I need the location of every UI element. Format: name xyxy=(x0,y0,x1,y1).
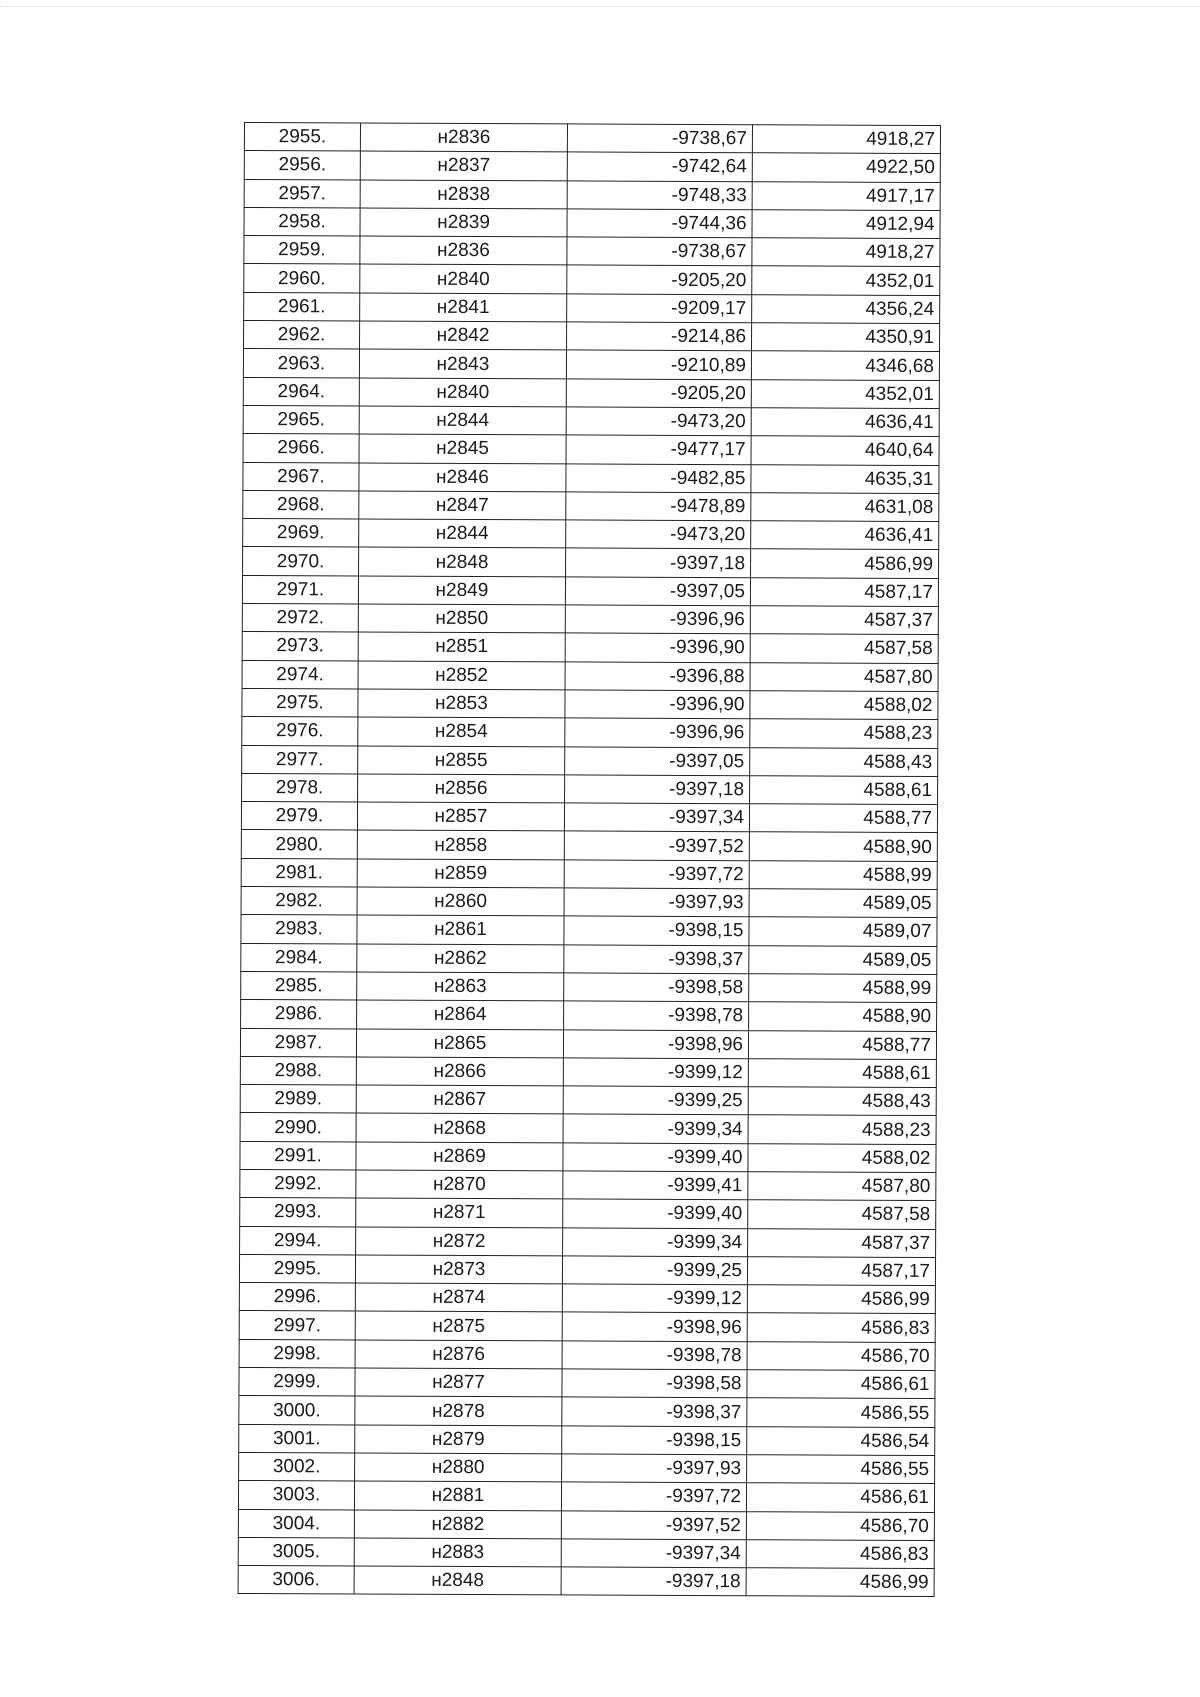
x-coordinate: -9473,20 xyxy=(566,520,751,549)
table-row xyxy=(238,1566,934,1597)
row-number: 2967. xyxy=(243,462,359,491)
table-row xyxy=(239,1254,935,1285)
table-row xyxy=(239,1311,935,1342)
point-id: н2867 xyxy=(356,1085,563,1114)
x-coordinate: -9399,25 xyxy=(562,1256,747,1285)
x-coordinate: -9397,18 xyxy=(565,775,750,804)
y-coordinate: 4588,02 xyxy=(748,1143,936,1172)
row-number: 2985. xyxy=(241,971,357,1000)
point-id: н2858 xyxy=(357,830,564,859)
x-coordinate: -9742,64 xyxy=(567,152,752,181)
y-coordinate: 4586,83 xyxy=(746,1540,934,1569)
row-number: 2955. xyxy=(244,123,360,152)
point-id: н2848 xyxy=(359,547,566,576)
point-id: н2847 xyxy=(359,491,566,520)
row-number: 2956. xyxy=(244,151,360,180)
y-coordinate: 4631,08 xyxy=(751,493,939,522)
point-id: н2856 xyxy=(358,774,565,803)
point-id: н2860 xyxy=(357,887,564,916)
point-id: н2849 xyxy=(358,576,565,605)
table-row xyxy=(240,1085,936,1116)
row-number: 2997. xyxy=(239,1311,355,1340)
y-coordinate: 4586,83 xyxy=(747,1313,935,1342)
table-row xyxy=(243,547,939,578)
x-coordinate: -9399,12 xyxy=(562,1284,747,1313)
x-coordinate: -9396,96 xyxy=(565,605,750,634)
x-coordinate: -9398,96 xyxy=(563,1029,748,1058)
table-row xyxy=(243,462,939,493)
row-number: 2957. xyxy=(244,179,360,208)
point-id: н2857 xyxy=(357,802,564,831)
y-coordinate: 4918,27 xyxy=(752,125,940,154)
point-id: н2853 xyxy=(358,689,565,718)
y-coordinate: 4586,99 xyxy=(747,1285,935,1314)
row-number: 2987. xyxy=(240,1028,356,1057)
point-id: н2876 xyxy=(355,1340,562,1369)
point-id: н2842 xyxy=(360,321,567,350)
row-number: 2968. xyxy=(243,490,359,519)
point-id: н2874 xyxy=(355,1283,562,1312)
x-coordinate: -9209,17 xyxy=(567,294,752,323)
x-coordinate: -9210,89 xyxy=(566,350,751,379)
row-number: 2959. xyxy=(244,236,360,265)
y-coordinate: 4588,23 xyxy=(748,1115,936,1144)
table-row xyxy=(241,971,937,1002)
x-coordinate: -9398,78 xyxy=(562,1341,747,1370)
row-number: 2981. xyxy=(241,858,357,887)
y-coordinate: 4586,70 xyxy=(746,1511,934,1540)
table-row xyxy=(241,915,937,946)
y-coordinate: 4586,61 xyxy=(746,1483,934,1512)
point-id: н2878 xyxy=(355,1396,562,1425)
x-coordinate: -9744,36 xyxy=(567,209,752,238)
point-id: н2851 xyxy=(358,632,565,661)
row-number: 2995. xyxy=(239,1254,355,1283)
point-id: н2883 xyxy=(354,1538,561,1567)
table-row xyxy=(239,1283,935,1314)
point-id: н2864 xyxy=(357,1000,564,1029)
point-id: н2839 xyxy=(360,208,567,237)
y-coordinate: 4586,55 xyxy=(747,1398,935,1427)
y-coordinate: 4350,91 xyxy=(752,323,940,352)
table-row xyxy=(242,575,938,606)
table-row xyxy=(241,802,937,833)
x-coordinate: -9398,58 xyxy=(564,973,749,1002)
point-id: н2844 xyxy=(359,519,566,548)
table-row xyxy=(242,688,938,719)
point-id: н2871 xyxy=(356,1198,563,1227)
table-row xyxy=(244,292,940,323)
y-coordinate: 4586,99 xyxy=(746,1568,934,1597)
y-coordinate: 4587,17 xyxy=(750,577,938,606)
table-row xyxy=(242,632,938,663)
y-coordinate: 4588,61 xyxy=(748,1059,936,1088)
y-coordinate: 4346,68 xyxy=(751,351,939,380)
row-number: 2984. xyxy=(241,943,357,972)
y-coordinate: 4922,50 xyxy=(752,153,940,182)
point-id: н2840 xyxy=(360,264,567,293)
table-row xyxy=(239,1396,935,1427)
table-row xyxy=(244,321,940,352)
row-number: 2964. xyxy=(243,377,359,406)
row-number: 2963. xyxy=(243,349,359,378)
row-number: 2994. xyxy=(240,1226,356,1255)
row-number: 2974. xyxy=(242,660,358,689)
x-coordinate: -9397,18 xyxy=(561,1567,746,1596)
row-number: 2977. xyxy=(242,745,358,774)
x-coordinate: -9398,37 xyxy=(562,1397,747,1426)
point-id: н2841 xyxy=(360,293,567,322)
table-row xyxy=(240,1113,936,1144)
row-number: 3005. xyxy=(238,1537,354,1566)
y-coordinate: 4586,54 xyxy=(747,1426,935,1455)
row-number: 3003. xyxy=(238,1481,354,1510)
x-coordinate: -9473,20 xyxy=(566,407,751,436)
point-id: н2865 xyxy=(356,1028,563,1057)
point-id: н2881 xyxy=(354,1481,561,1510)
row-number: 2960. xyxy=(244,264,360,293)
table-row xyxy=(242,604,938,635)
row-number: 2965. xyxy=(243,405,359,434)
row-number: 2991. xyxy=(240,1141,356,1170)
table-row xyxy=(243,377,939,408)
x-coordinate: -9398,15 xyxy=(564,916,749,945)
y-coordinate: 4587,17 xyxy=(747,1257,935,1286)
table-row xyxy=(241,943,937,974)
table-row xyxy=(238,1481,934,1512)
x-coordinate: -9399,40 xyxy=(563,1143,748,1172)
y-coordinate: 4589,05 xyxy=(749,945,937,974)
row-number: 2990. xyxy=(240,1113,356,1142)
y-coordinate: 4588,99 xyxy=(749,974,937,1003)
point-id: н2880 xyxy=(355,1453,562,1482)
row-number: 2979. xyxy=(241,802,357,831)
table-row xyxy=(243,405,939,436)
row-number: 2993. xyxy=(240,1198,356,1227)
y-coordinate: 4586,70 xyxy=(747,1341,935,1370)
x-coordinate: -9396,88 xyxy=(565,662,750,691)
y-coordinate: 4587,58 xyxy=(748,1200,936,1229)
y-coordinate: 4912,94 xyxy=(752,210,940,239)
point-id: н2836 xyxy=(360,236,567,265)
point-id: н2852 xyxy=(358,661,565,690)
x-coordinate: -9205,20 xyxy=(566,379,751,408)
point-id: н2872 xyxy=(356,1227,563,1256)
coordinates-table-body xyxy=(238,123,940,1597)
table-row xyxy=(239,1339,935,1370)
table-row xyxy=(242,717,938,748)
table-row xyxy=(242,660,938,691)
x-coordinate: -9482,85 xyxy=(566,463,751,492)
y-coordinate: 4587,37 xyxy=(750,606,938,635)
y-coordinate: 4635,31 xyxy=(751,464,939,493)
point-id: н2845 xyxy=(359,434,566,463)
y-coordinate: 4636,41 xyxy=(751,408,939,437)
table-row xyxy=(238,1537,934,1568)
point-id: н2837 xyxy=(360,151,567,180)
y-coordinate: 4588,23 xyxy=(750,719,938,748)
y-coordinate: 4918,27 xyxy=(752,238,940,267)
y-coordinate: 4588,90 xyxy=(749,1002,937,1031)
point-id: н2855 xyxy=(358,746,565,775)
x-coordinate: -9399,25 xyxy=(563,1086,748,1115)
x-coordinate: -9396,96 xyxy=(565,718,750,747)
row-number: 2962. xyxy=(244,321,360,350)
y-coordinate: 4588,43 xyxy=(750,747,938,776)
table-row xyxy=(239,1368,935,1399)
y-coordinate: 4588,77 xyxy=(749,804,937,833)
x-coordinate: -9397,93 xyxy=(564,888,749,917)
point-id: н2863 xyxy=(357,972,564,1001)
row-number: 2986. xyxy=(241,1000,357,1029)
point-id: н2859 xyxy=(357,859,564,888)
point-id: н2861 xyxy=(357,915,564,944)
y-coordinate: 4589,05 xyxy=(749,889,937,918)
y-coordinate: 4588,61 xyxy=(750,776,938,805)
point-id: н2875 xyxy=(355,1311,562,1340)
y-coordinate: 4587,80 xyxy=(750,662,938,691)
y-coordinate: 4917,17 xyxy=(752,181,940,210)
row-number: 2969. xyxy=(243,519,359,548)
y-coordinate: 4636,41 xyxy=(751,521,939,550)
row-number: 2971. xyxy=(242,575,358,604)
row-number: 3000. xyxy=(239,1396,355,1425)
y-coordinate: 4588,99 xyxy=(749,860,937,889)
table-row xyxy=(241,858,937,889)
point-id: н2882 xyxy=(354,1510,561,1539)
y-coordinate: 4588,43 xyxy=(748,1087,936,1116)
y-coordinate: 4587,80 xyxy=(748,1172,936,1201)
y-coordinate: 4587,58 xyxy=(750,634,938,663)
table-row xyxy=(244,207,940,238)
x-coordinate: -9397,93 xyxy=(562,1454,747,1483)
row-number: 3006. xyxy=(238,1566,354,1595)
row-number: 2998. xyxy=(239,1339,355,1368)
x-coordinate: -9398,15 xyxy=(562,1426,747,1455)
table-row xyxy=(240,1198,936,1229)
x-coordinate: -9214,86 xyxy=(567,322,752,351)
x-coordinate: -9205,20 xyxy=(567,265,752,294)
x-coordinate: -9748,33 xyxy=(567,181,752,210)
table-row xyxy=(244,236,940,267)
row-number: 2988. xyxy=(240,1056,356,1085)
row-number: 2983. xyxy=(241,915,357,944)
point-id: н2846 xyxy=(359,463,566,492)
x-coordinate: -9399,34 xyxy=(563,1114,748,1143)
y-coordinate: 4640,64 xyxy=(751,436,939,465)
point-id: н2854 xyxy=(358,717,565,746)
table-row xyxy=(244,179,940,210)
row-number: 2970. xyxy=(243,547,359,576)
x-coordinate: -9397,34 xyxy=(561,1539,746,1568)
x-coordinate: -9399,12 xyxy=(563,1058,748,1087)
point-id: н2869 xyxy=(356,1142,563,1171)
x-coordinate: -9396,90 xyxy=(565,633,750,662)
x-coordinate: -9397,72 xyxy=(564,860,749,889)
y-coordinate: 4588,77 xyxy=(748,1030,936,1059)
point-id: н2836 xyxy=(360,123,567,152)
table-row xyxy=(240,1169,936,1200)
point-id: н2868 xyxy=(356,1113,563,1142)
table-row xyxy=(242,745,938,776)
table-row xyxy=(240,1056,936,1087)
point-id: н2843 xyxy=(359,349,566,378)
x-coordinate: -9477,17 xyxy=(566,435,751,464)
row-number: 2973. xyxy=(242,632,358,661)
x-coordinate: -9396,90 xyxy=(565,690,750,719)
x-coordinate: -9398,78 xyxy=(564,1001,749,1030)
table-row xyxy=(244,151,940,182)
y-coordinate: 4586,55 xyxy=(747,1455,935,1484)
table-row xyxy=(243,349,939,380)
table-row xyxy=(240,1028,936,1059)
table-row xyxy=(241,830,937,861)
row-number: 3001. xyxy=(239,1424,355,1453)
row-number: 2989. xyxy=(240,1085,356,1114)
row-number: 2980. xyxy=(241,830,357,859)
row-number: 2996. xyxy=(239,1283,355,1312)
x-coordinate: -9738,67 xyxy=(567,124,752,153)
x-coordinate: -9397,52 xyxy=(564,831,749,860)
table-row xyxy=(241,1000,937,1031)
x-coordinate: -9397,18 xyxy=(566,548,751,577)
table-row xyxy=(240,1141,936,1172)
x-coordinate: -9397,72 xyxy=(561,1482,746,1511)
row-number: 2992. xyxy=(240,1169,356,1198)
row-number: 2978. xyxy=(242,773,358,802)
row-number: 3004. xyxy=(238,1509,354,1538)
table-row xyxy=(241,887,937,918)
x-coordinate: -9397,05 xyxy=(565,577,750,606)
row-number: 2966. xyxy=(243,434,359,463)
y-coordinate: 4352,01 xyxy=(751,379,939,408)
row-number: 3002. xyxy=(239,1452,355,1481)
table-row xyxy=(242,773,938,804)
x-coordinate: -9399,40 xyxy=(563,1199,748,1228)
y-coordinate: 4588,90 xyxy=(749,832,937,861)
y-coordinate: 4586,61 xyxy=(747,1370,935,1399)
table-row xyxy=(243,519,939,550)
y-coordinate: 4588,02 xyxy=(750,691,938,720)
x-coordinate: -9738,67 xyxy=(567,237,752,266)
row-number: 2958. xyxy=(244,207,360,236)
y-coordinate: 4587,37 xyxy=(748,1228,936,1257)
row-number: 2961. xyxy=(244,292,360,321)
point-id: н2844 xyxy=(359,406,566,435)
row-number: 2999. xyxy=(239,1368,355,1397)
point-id: н2866 xyxy=(356,1057,563,1086)
table-row xyxy=(243,434,939,465)
table-row xyxy=(239,1452,935,1483)
point-id: н2873 xyxy=(355,1255,562,1284)
point-id: н2879 xyxy=(355,1425,562,1454)
x-coordinate: -9399,41 xyxy=(563,1171,748,1200)
point-id: н2877 xyxy=(355,1368,562,1397)
x-coordinate: -9397,34 xyxy=(564,803,749,832)
row-number: 2972. xyxy=(242,604,358,633)
x-coordinate: -9478,89 xyxy=(566,492,751,521)
x-coordinate: -9397,05 xyxy=(565,746,750,775)
row-number: 2976. xyxy=(242,717,358,746)
row-number: 2982. xyxy=(241,887,357,916)
point-id: н2862 xyxy=(357,944,564,973)
scan-edge-line xyxy=(0,6,1200,7)
table-row xyxy=(244,264,940,295)
y-coordinate: 4352,01 xyxy=(752,266,940,295)
y-coordinate: 4586,99 xyxy=(751,549,939,578)
y-coordinate: 4589,07 xyxy=(749,917,937,946)
point-id: н2840 xyxy=(359,378,566,407)
table-row xyxy=(244,123,940,154)
x-coordinate: -9399,34 xyxy=(563,1227,748,1256)
point-id: н2850 xyxy=(358,604,565,633)
y-coordinate: 4356,24 xyxy=(752,294,940,323)
point-id: н2848 xyxy=(354,1566,561,1595)
x-coordinate: -9398,58 xyxy=(562,1369,747,1398)
point-id: н2870 xyxy=(356,1170,563,1199)
x-coordinate: -9398,96 xyxy=(562,1312,747,1341)
x-coordinate: -9398,37 xyxy=(564,945,749,974)
row-number: 2975. xyxy=(242,688,358,717)
coordinates-table xyxy=(238,122,941,1597)
table-row xyxy=(243,490,939,521)
table-row xyxy=(238,1509,934,1540)
x-coordinate: -9397,52 xyxy=(561,1510,746,1539)
table-row xyxy=(240,1226,936,1257)
table-row xyxy=(239,1424,935,1455)
point-id: н2838 xyxy=(360,180,567,209)
